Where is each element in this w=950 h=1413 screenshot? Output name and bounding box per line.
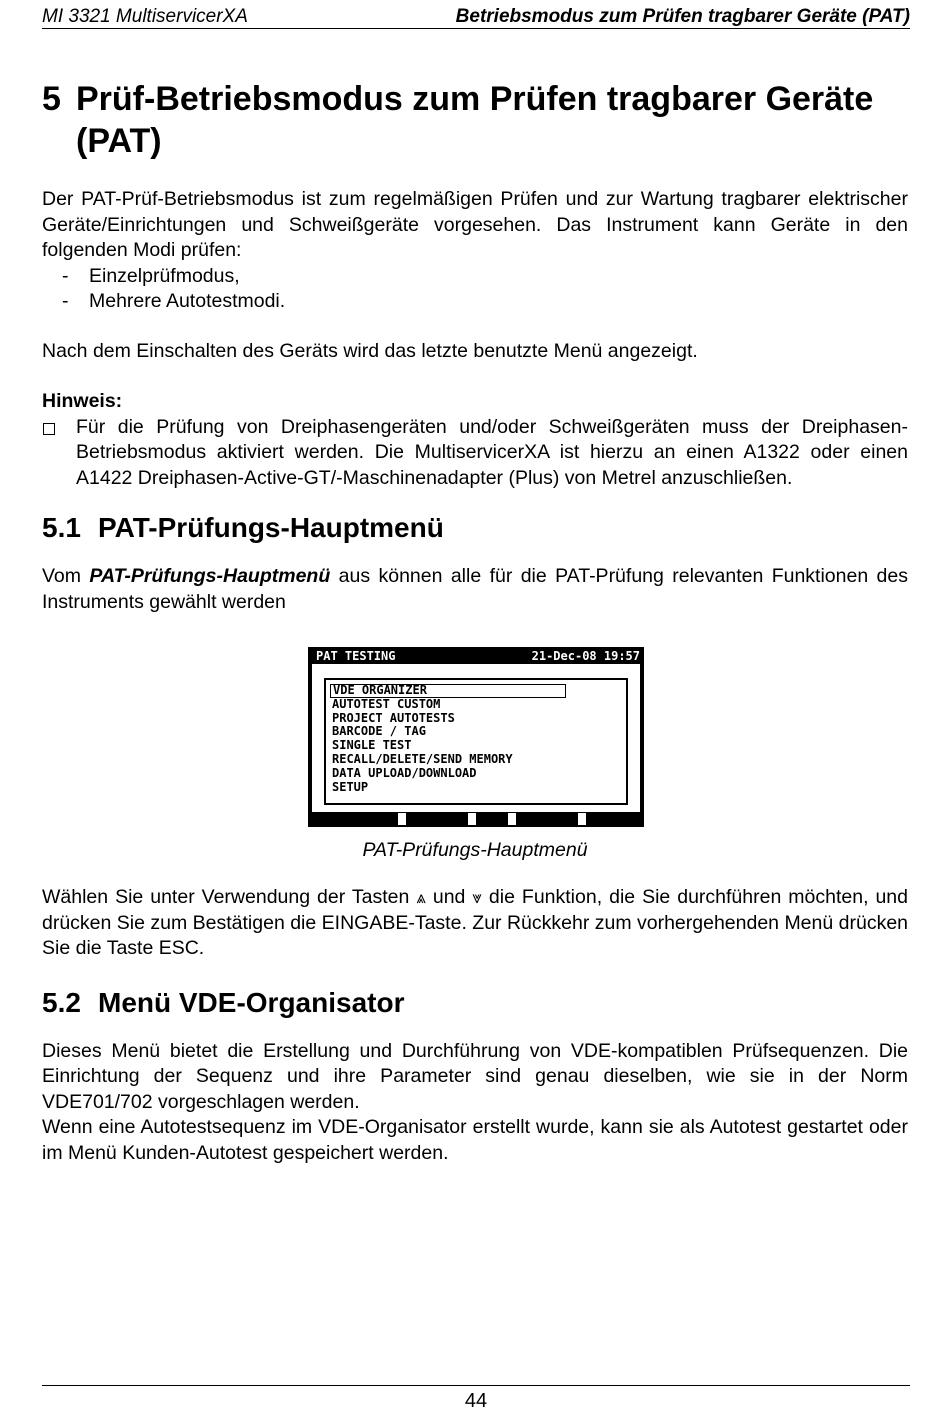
section-5-1-paragraph: Vom PAT-Prüfungs-Hauptmenü aus können alle für die PAT-Prüfung relevanten Funktionen des Instruments gewählt werden xyxy=(42,565,908,613)
screen-body xyxy=(312,664,640,812)
page-header xyxy=(42,4,910,29)
mode-list xyxy=(42,264,908,315)
figure-caption: PAT-Prüfungs-Hauptmenü xyxy=(362,839,588,861)
startup-paragraph: Nach dem Einschalten des Geräts wird das letzte benutzte Menü angezeigt. xyxy=(42,339,698,362)
section-title: Menü VDE-Organisator xyxy=(98,986,405,1018)
screen-menu xyxy=(330,684,566,794)
menu-item-data-upload: DATA UPLOAD/DOWNLOAD xyxy=(332,765,477,780)
intro-paragraph: Der PAT-Prüf-Betriebsmodus ist zum regelmäßigen Prüfen und zur Wartung tragbarer elektrischer Geräte/Einrichtungen und Schweißgeräte vorgesehen. Das Instrument kann Geräte in den folgenden Modi prüfen: xyxy=(42,188,908,261)
menu-item-barcode-tag: BARCODE / TAG xyxy=(332,724,426,739)
page-number: 44 xyxy=(464,1390,488,1412)
list-item: - Mehrere Autotestmodi. xyxy=(62,290,286,312)
chapter-heading xyxy=(42,78,908,162)
hint-item xyxy=(42,415,908,492)
screen-title: PAT TESTING xyxy=(316,649,396,663)
down-key-icon: ⩔ xyxy=(472,888,482,907)
navigation-paragraph: Wählen Sie unter Verwendung der Tasten ⩓ und ⩔ die Funktion, die Sie durchführen möchten, und drücken Sie zum Bestätigen die EINGABE-Taste. Zur Rückkehr zum vorhergehenden Menü drücken Sie die Taste ESC. xyxy=(42,886,909,959)
page-content xyxy=(42,78,908,1166)
section-5-2-paragraph-1: Dieses Menü bietet die Erstellung und Durchführung von VDE-kompatiblen Prüfsequenzen. Die Einrichtung der Sequenz und ihre Parameter sind genau dieselben, wie sie in der Norm VDE701/702 vorgeschlagen werden. xyxy=(42,1039,908,1113)
screen-title-bar xyxy=(312,649,640,663)
hint-title: Hinweis: xyxy=(42,390,123,412)
checkbox-bullet-icon xyxy=(43,423,55,435)
chapter-number: 5 xyxy=(42,80,61,118)
section-title: PAT-Prüfungs-Hauptmenü xyxy=(98,512,444,543)
header-manual-title: MI 3321 MultiservicerXA xyxy=(42,6,248,27)
section-5-2-paragraph-2: Wenn eine Autotestsequenz im VDE-Organisator erstellt wurde, kann sie als Autotest gestartet oder im Menü Kunden-Autotest gespeichert werden. xyxy=(42,1116,908,1164)
page-footer xyxy=(42,1385,910,1412)
pat-testing-screen xyxy=(308,647,644,827)
menu-item-setup: SETUP xyxy=(332,779,369,794)
up-key-icon: ⩓ xyxy=(416,888,426,907)
header-chapter-title: Betriebsmodus zum Prüfen tragbarer Geräte (PAT) xyxy=(455,6,910,27)
function-key-marker xyxy=(578,813,586,825)
menu-item-single-test: SINGLE TEST xyxy=(332,738,412,753)
menu-item-recall-memory: RECALL/DELETE/SEND MEMORY xyxy=(332,751,513,766)
function-key-marker xyxy=(468,813,476,825)
hint-text: Für die Prüfung von Dreiphasengeräten und/oder Schweißgeräten muss der Dreiphasen-Betriebsmodus aktiviert werden. Die MultiservicerXA ist hierzu an einen A1322 oder einen A1422 Dreiphasen-Active-GT/-Maschinenadapter (Plus) von Metrel anzuschließen. xyxy=(76,415,908,489)
section-5-1-heading xyxy=(42,511,908,545)
function-key-marker xyxy=(398,813,406,825)
menu-item-vde-organizer: VDE ORGANIZER xyxy=(330,684,566,698)
menu-item-project-autotests: PROJECT AUTOTESTS xyxy=(332,710,455,725)
chapter-title: Prüf-Betriebsmodus zum Prüfen tragbarer Geräte (PAT) xyxy=(76,80,874,160)
list-item: - Einzelprüfmodus, xyxy=(62,264,240,287)
screen-datetime: 21-Dec-08 19:57 xyxy=(531,649,640,663)
function-key-bar xyxy=(312,813,640,825)
section-number: 5.1 xyxy=(42,512,81,543)
section-number: 5.2 xyxy=(42,986,81,1018)
menu-name-emphasis: PAT-Prüfungs-Hauptmenü xyxy=(89,565,331,587)
menu-item-autotest-custom: AUTOTEST CUSTOM xyxy=(332,696,441,711)
function-key-marker xyxy=(508,813,516,825)
section-5-2-heading xyxy=(42,986,908,1020)
